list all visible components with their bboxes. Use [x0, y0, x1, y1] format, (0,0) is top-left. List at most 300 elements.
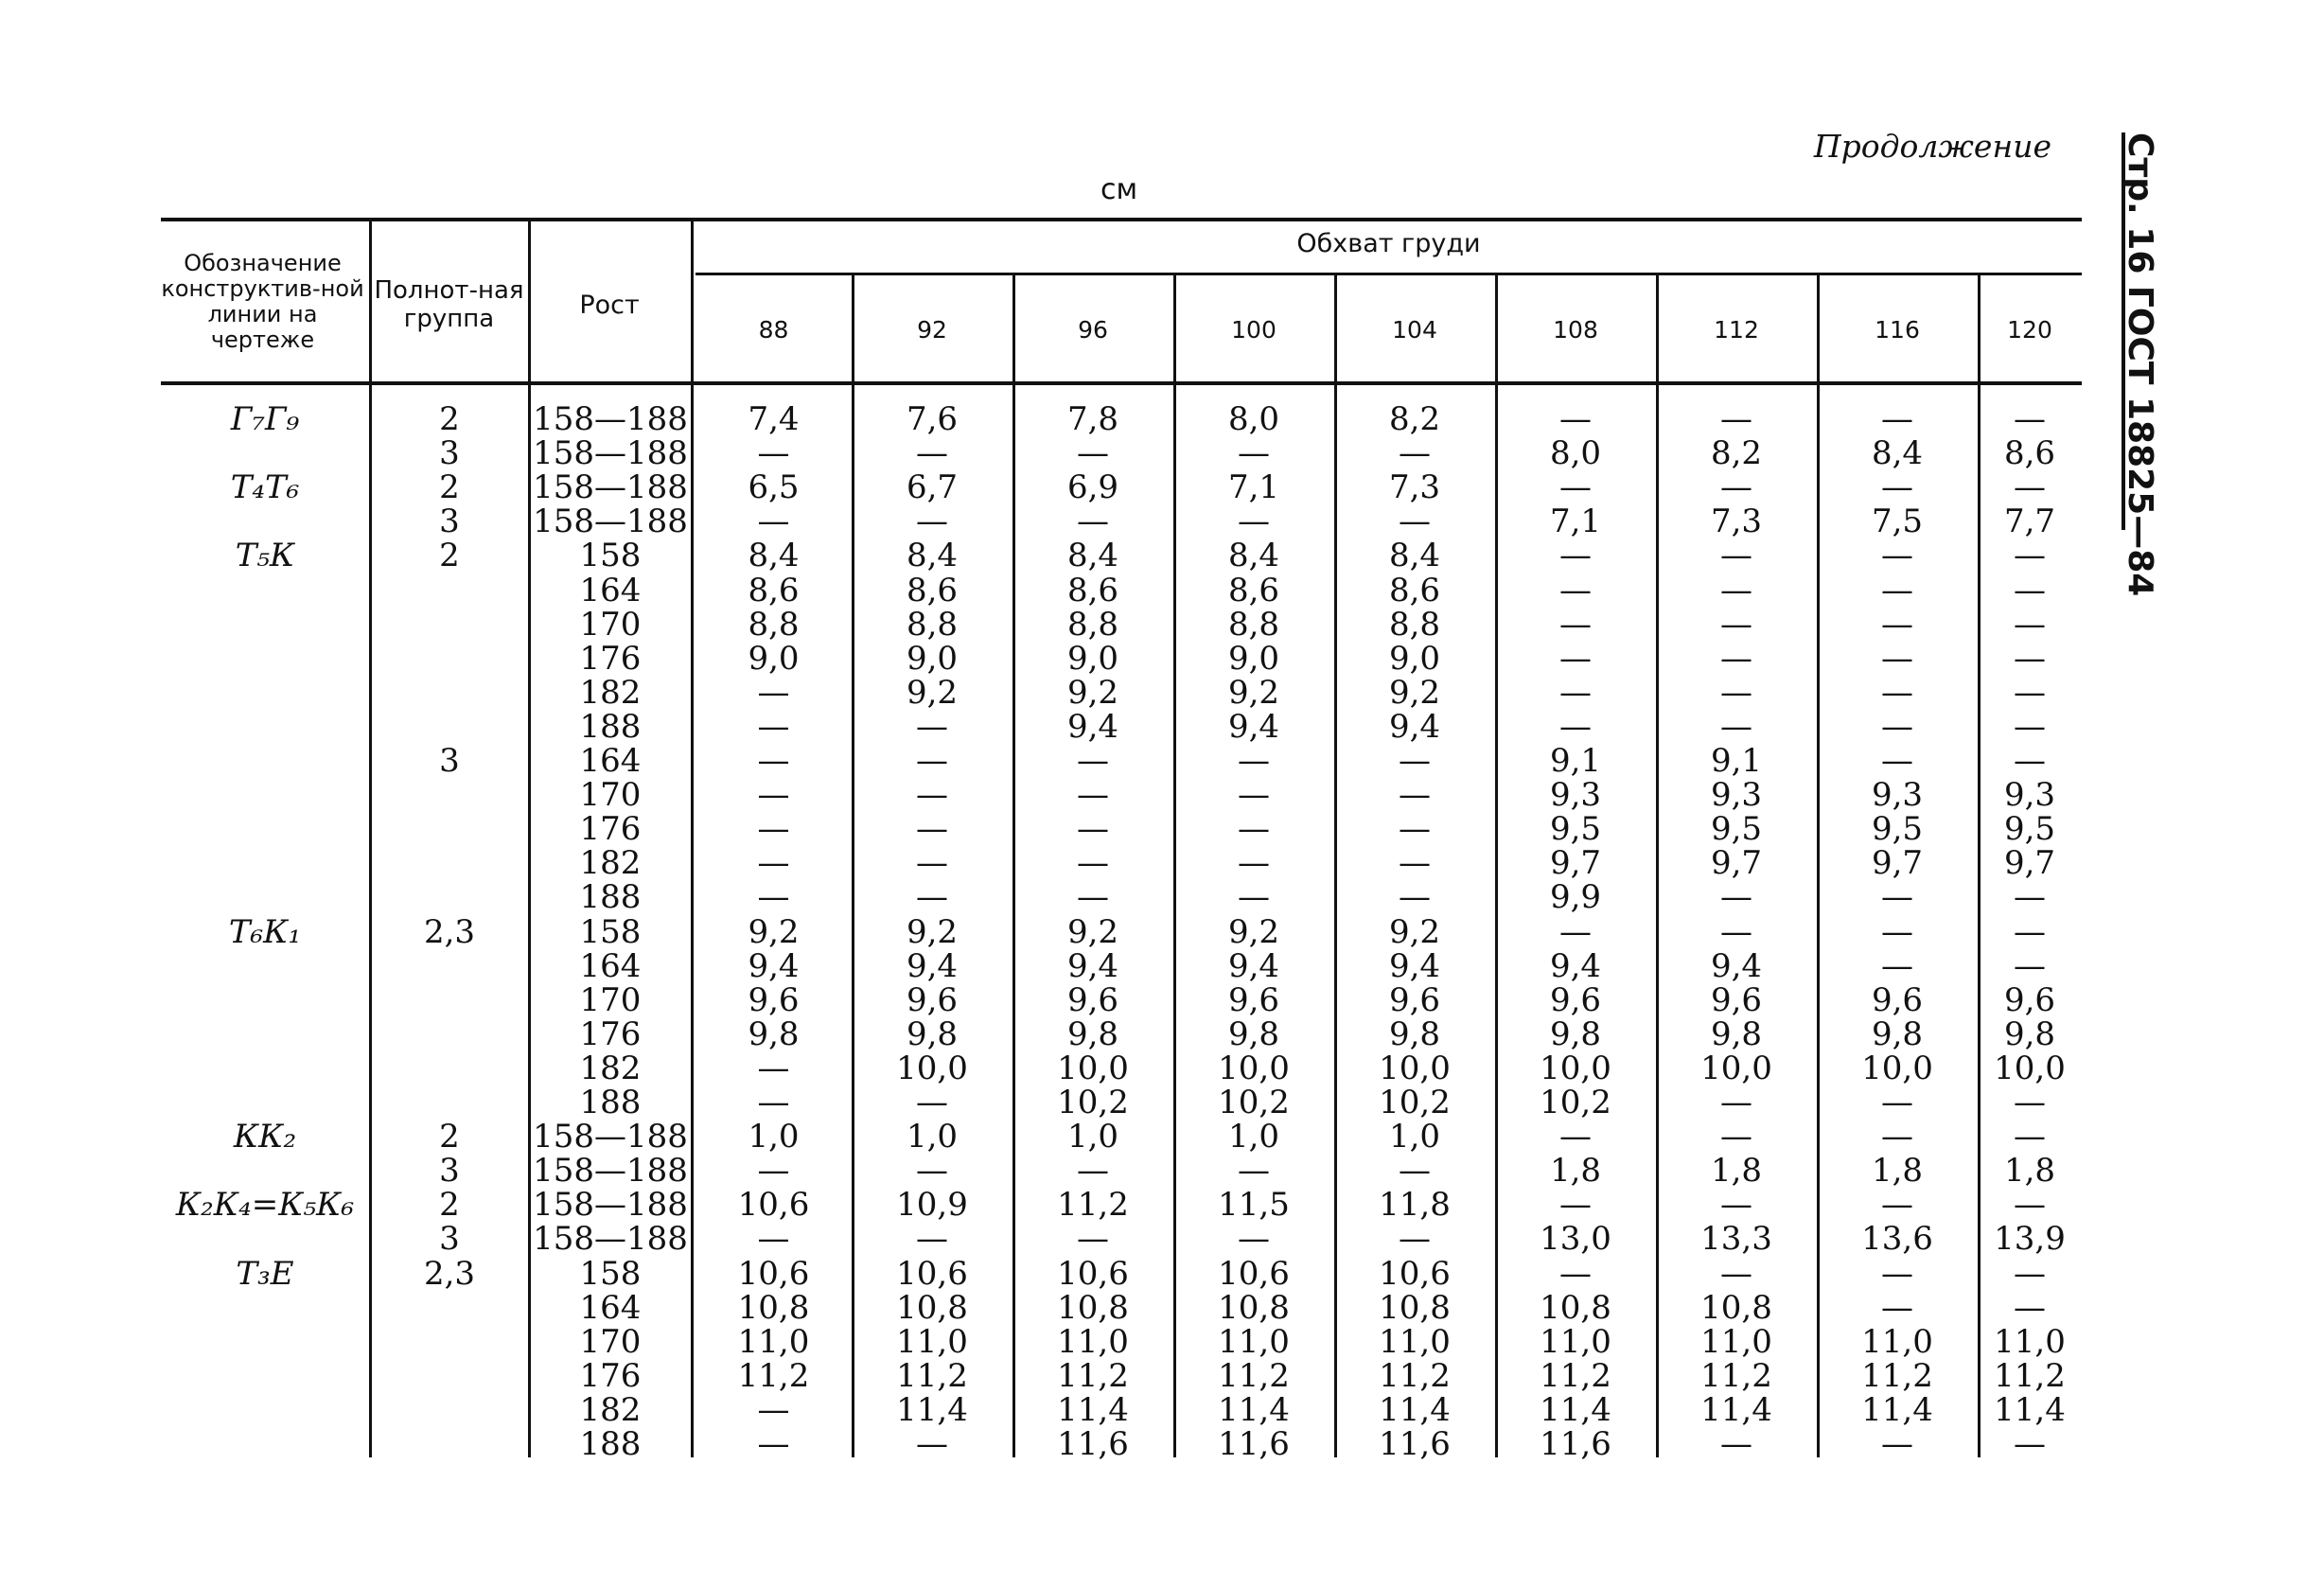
value-cell: — [2014, 571, 2046, 609]
value-cell: — [2014, 673, 2046, 712]
height-cell: 188 [579, 707, 642, 746]
value-cell: 10,0 [1700, 1049, 1772, 1087]
value-cell: 11,4 [1057, 1390, 1129, 1429]
chest-size-header: 116 [1875, 316, 1920, 344]
value-cell: 11,0 [1218, 1322, 1290, 1361]
table-row [0, 1186, 2082, 1225]
height-cell: 176 [579, 639, 642, 678]
value-cell: 10,6 [1218, 1254, 1290, 1293]
fullness-group-cell: 3 [439, 1220, 460, 1259]
value-cell: 9,6 [1227, 980, 1280, 1019]
value-cell: — [1881, 1084, 1913, 1121]
value-cell: 11,2 [1379, 1356, 1451, 1395]
value-cell: — [1881, 1425, 1913, 1463]
line-designation-cell: К₂К₄=К₅К₆ [175, 1186, 355, 1225]
value-cell: — [2014, 912, 2046, 951]
value-cell: — [1077, 742, 1109, 780]
table-row [0, 1254, 2082, 1293]
value-cell: — [2014, 1425, 2046, 1463]
value-cell: 7,1 [1227, 468, 1280, 507]
value-cell: 1,8 [1549, 1152, 1602, 1191]
fullness-group-cell: 3 [439, 503, 460, 541]
value-cell: — [2014, 878, 2046, 917]
value-cell: 1,8 [1871, 1152, 1924, 1191]
value-cell: — [916, 810, 948, 849]
fullness-group-cell: 2 [439, 400, 460, 438]
value-cell: — [1720, 912, 1752, 951]
value-cell: 9,7 [1871, 844, 1924, 883]
value-cell: — [757, 844, 790, 883]
value-cell: 10,0 [1861, 1049, 1933, 1087]
value-cell: 9,2 [1388, 673, 1441, 712]
value-cell: 1,8 [2003, 1152, 2056, 1191]
value-cell: — [916, 776, 948, 815]
fullness-group-cell: 2,3 [423, 1254, 476, 1293]
value-cell: 9,6 [1710, 980, 1763, 1019]
value-cell: 9,8 [1388, 1015, 1441, 1053]
line-designation-cell [161, 1325, 369, 1359]
value-cell: 8,2 [1710, 434, 1763, 473]
value-cell: 9,2 [1066, 912, 1119, 951]
height-cell: 170 [579, 776, 642, 815]
fullness-group-cell [371, 1393, 528, 1427]
line-designation-cell [161, 846, 369, 880]
value-cell: 8,6 [1227, 571, 1280, 609]
height-cell: 158—188 [533, 468, 688, 507]
value-cell: — [1881, 673, 1913, 712]
header-designation: Обозначение конструктив-ной линии на чертеже [161, 250, 364, 353]
value-cell: 11,0 [1540, 1322, 1611, 1361]
value-cell: 9,8 [1549, 1015, 1602, 1053]
value-cell: 11,8 [1379, 1186, 1451, 1225]
value-cell: 8,6 [2003, 434, 2056, 473]
line-designation-cell: Т₆К₁ [228, 912, 302, 951]
value-cell: 8,4 [906, 537, 959, 575]
height-cell: 158—188 [533, 434, 688, 473]
fullness-group-cell [371, 812, 528, 846]
value-cell: 10,8 [1700, 1288, 1772, 1327]
value-cell: — [1077, 810, 1109, 849]
line-designation-cell [161, 880, 369, 914]
value-cell: — [1559, 537, 1592, 575]
value-cell: — [916, 707, 948, 746]
value-cell: 6,9 [1066, 468, 1119, 507]
value-cell: 8,4 [1871, 434, 1924, 473]
value-cell: — [916, 1220, 948, 1259]
value-cell: — [1399, 503, 1431, 541]
fullness-group-cell [371, 1017, 528, 1051]
value-cell: — [757, 1084, 790, 1121]
value-cell: 9,8 [1710, 1015, 1763, 1053]
value-cell: 10,6 [896, 1254, 968, 1293]
value-cell: — [757, 1152, 790, 1191]
value-cell: — [1559, 1118, 1592, 1156]
height-cell: 164 [579, 742, 642, 780]
value-cell: — [1881, 707, 1913, 746]
value-cell: — [1881, 468, 1913, 507]
chest-size-header: 108 [1553, 316, 1598, 344]
fullness-group-cell: 2 [439, 1118, 460, 1156]
line-designation-cell [161, 504, 369, 538]
value-cell: 11,2 [1057, 1356, 1129, 1395]
fullness-group-cell [371, 778, 528, 812]
height-cell: 176 [579, 810, 642, 849]
value-cell: — [1399, 878, 1431, 917]
value-cell: 10,2 [1218, 1084, 1290, 1121]
value-cell: 9,0 [1066, 639, 1119, 678]
value-cell: 9,6 [748, 980, 800, 1019]
value-cell: 7,6 [906, 400, 959, 438]
value-cell: — [916, 742, 948, 780]
value-cell: 10,0 [1379, 1049, 1451, 1087]
table-row [0, 844, 2082, 883]
value-cell: — [1238, 1220, 1270, 1259]
height-cell: 170 [579, 605, 642, 644]
value-cell: — [1881, 1288, 1913, 1327]
value-cell: — [1720, 673, 1752, 712]
table-row [0, 1051, 2082, 1085]
value-cell: 9,5 [1871, 810, 1924, 849]
value-cell: — [1077, 503, 1109, 541]
fullness-group-cell [371, 1359, 528, 1393]
value-cell: — [757, 776, 790, 815]
table-row [0, 744, 2082, 778]
value-cell: — [1238, 742, 1270, 780]
value-cell: 7,1 [1549, 503, 1602, 541]
value-cell: 9,2 [748, 912, 800, 951]
value-cell: 10,6 [737, 1186, 810, 1225]
value-cell: — [1881, 1186, 1913, 1225]
value-cell: 9,1 [1549, 742, 1602, 780]
value-cell: 11,6 [1057, 1425, 1129, 1463]
value-cell: 11,2 [1994, 1356, 2066, 1395]
value-cell: 13,9 [1994, 1220, 2066, 1259]
fullness-group-cell: 2 [439, 1186, 460, 1225]
table-row [0, 776, 2082, 815]
header-height: Рост [579, 291, 640, 320]
fullness-group-cell [371, 642, 528, 676]
table-row [0, 1017, 2082, 1051]
table-row [0, 980, 2082, 1019]
value-cell: — [757, 1220, 790, 1259]
table-row [0, 878, 2082, 917]
value-cell: 10,8 [896, 1288, 968, 1327]
value-cell: 11,4 [896, 1390, 968, 1429]
value-cell: 9,0 [748, 639, 800, 678]
value-cell: — [1559, 468, 1592, 507]
table-row [0, 1288, 2082, 1327]
value-cell: — [2014, 605, 2046, 644]
value-cell: 6,5 [748, 468, 800, 507]
value-cell: — [1881, 912, 1913, 951]
value-cell: — [916, 1084, 948, 1121]
fullness-group-cell [371, 1427, 528, 1461]
fullness-group-cell: 3 [439, 434, 460, 473]
value-cell: 11,2 [1861, 1356, 1933, 1395]
line-designation-cell [161, 949, 369, 983]
value-cell: 10,8 [1379, 1288, 1451, 1327]
value-cell: 9,3 [1871, 776, 1924, 815]
value-cell: 11,0 [1994, 1322, 2066, 1361]
value-cell: 9,7 [2003, 844, 2056, 883]
fullness-group-cell: 3 [439, 1152, 460, 1191]
value-cell: 10,2 [1057, 1084, 1129, 1121]
value-cell: — [2014, 400, 2046, 438]
value-cell: — [757, 1425, 790, 1463]
value-cell: — [1399, 742, 1431, 780]
table-row [0, 1085, 2082, 1120]
value-cell: 10,2 [1540, 1084, 1611, 1121]
line-designation-cell [161, 1154, 369, 1188]
value-cell: — [2014, 1084, 2046, 1121]
value-cell: — [1881, 400, 1913, 438]
height-cell: 164 [579, 1288, 642, 1327]
table-top-rule [161, 218, 2082, 221]
value-cell: 11,2 [1218, 1356, 1290, 1395]
table-row [0, 912, 2082, 951]
height-cell: 158 [579, 537, 642, 575]
value-cell: 1,0 [906, 1118, 959, 1156]
value-cell: 10,0 [1057, 1049, 1129, 1087]
value-cell: 9,6 [2003, 980, 2056, 1019]
line-designation-cell [161, 1222, 369, 1256]
table-row [0, 1120, 2082, 1154]
value-cell: — [1720, 468, 1752, 507]
value-cell: — [1077, 776, 1109, 815]
value-cell: — [1720, 605, 1752, 644]
value-cell: — [1881, 1254, 1913, 1293]
fullness-group-cell: 2 [439, 537, 460, 575]
value-cell: — [2014, 468, 2046, 507]
value-cell: — [916, 1152, 948, 1191]
value-cell: 6,7 [906, 468, 959, 507]
value-cell: 9,4 [1388, 707, 1441, 746]
value-cell: — [2014, 742, 2046, 780]
value-cell: — [1399, 434, 1431, 473]
value-cell: — [1720, 1425, 1752, 1463]
table-row [0, 673, 2082, 712]
table-row [0, 402, 2082, 436]
value-cell: — [2014, 537, 2046, 575]
height-cell: 158—188 [533, 1152, 688, 1191]
height-cell: 182 [579, 673, 642, 712]
value-cell: 9,7 [1549, 844, 1602, 883]
value-cell: 11,6 [1218, 1425, 1290, 1463]
table-row [0, 639, 2082, 678]
value-cell: 9,0 [906, 639, 959, 678]
value-cell: 11,0 [1379, 1322, 1451, 1361]
value-cell: 7,3 [1388, 468, 1441, 507]
value-cell: — [916, 434, 948, 473]
line-designation-cell [161, 1393, 369, 1427]
value-cell: — [1720, 1118, 1752, 1156]
value-cell: 9,1 [1710, 742, 1763, 780]
value-cell: — [2014, 1118, 2046, 1156]
height-cell: 176 [579, 1356, 642, 1395]
value-cell: 1,0 [1066, 1118, 1119, 1156]
value-cell: 8,8 [1066, 605, 1119, 644]
value-cell: 9,2 [906, 912, 959, 951]
table-row [0, 1322, 2082, 1361]
value-cell: 9,6 [1388, 980, 1441, 1019]
value-cell: — [2014, 1186, 2046, 1225]
value-cell: 8,6 [1066, 571, 1119, 609]
line-designation-cell: Г₇Г₉ [230, 400, 300, 438]
line-designation-cell [161, 1051, 369, 1085]
value-cell: 11,5 [1218, 1186, 1290, 1225]
fullness-group-cell [371, 1051, 528, 1085]
line-designation-cell [161, 812, 369, 846]
value-cell: 9,8 [906, 1015, 959, 1053]
line-designation-cell: Т₅К [235, 537, 295, 575]
value-cell: 9,0 [1227, 639, 1280, 678]
line-designation-cell [161, 1017, 369, 1051]
value-cell: — [757, 878, 790, 917]
value-cell: 10,8 [1218, 1288, 1290, 1327]
chest-size-header: 88 [758, 316, 789, 344]
value-cell: 9,4 [906, 946, 959, 985]
table-row [0, 434, 2082, 473]
height-cell: 158 [579, 1254, 642, 1293]
value-cell: 7,3 [1710, 503, 1763, 541]
chest-size-header: 96 [1078, 316, 1108, 344]
line-designation-cell [161, 642, 369, 676]
line-designation-cell [161, 573, 369, 608]
table-row [0, 1220, 2082, 1259]
side-header [2110, 132, 2167, 597]
value-cell: — [1077, 434, 1109, 473]
value-cell: 8,6 [748, 571, 800, 609]
value-cell: — [1559, 639, 1592, 678]
height-cell: 158 [579, 912, 642, 951]
height-cell: 188 [579, 878, 642, 917]
header-chest: Обхват груди [1296, 229, 1481, 258]
value-cell: 10,2 [1379, 1084, 1451, 1121]
value-cell: 11,4 [1218, 1390, 1290, 1429]
fullness-group-cell [371, 1085, 528, 1120]
value-cell: — [1720, 1254, 1752, 1293]
value-cell: 11,4 [1994, 1390, 2066, 1429]
value-cell: 10,0 [1994, 1049, 2066, 1087]
height-cell: 158—188 [533, 1186, 688, 1225]
line-designation-cell [161, 1427, 369, 1461]
value-cell: 11,6 [1379, 1425, 1451, 1463]
fullness-group-cell [371, 710, 528, 744]
value-cell: 13,6 [1861, 1220, 1933, 1259]
value-cell: 10,6 [1379, 1254, 1451, 1293]
value-cell: 8,0 [1227, 400, 1280, 438]
value-cell: — [1399, 844, 1431, 883]
value-cell: 10,6 [1057, 1254, 1129, 1293]
value-cell: 11,0 [896, 1322, 968, 1361]
value-cell: — [1559, 707, 1592, 746]
value-cell: — [1881, 878, 1913, 917]
table-row [0, 468, 2082, 507]
fullness-group-cell [371, 608, 528, 642]
value-cell: — [1559, 400, 1592, 438]
chest-size-header: 92 [917, 316, 947, 344]
value-cell: 9,4 [1227, 707, 1280, 746]
value-cell: — [1238, 810, 1270, 849]
value-cell: — [1559, 912, 1592, 951]
value-cell: 13,0 [1540, 1220, 1611, 1259]
value-cell: — [2014, 1254, 2046, 1293]
value-cell: — [1238, 776, 1270, 815]
value-cell: — [1720, 571, 1752, 609]
value-cell: — [1881, 571, 1913, 609]
value-cell: 8,8 [1227, 605, 1280, 644]
value-cell: — [757, 1049, 790, 1087]
value-cell: 9,2 [1227, 912, 1280, 951]
line-designation-cell [161, 1085, 369, 1120]
value-cell: 7,4 [748, 400, 800, 438]
value-cell: 9,4 [1066, 707, 1119, 746]
height-cell: 164 [579, 946, 642, 985]
fullness-group-cell: 2 [439, 468, 460, 507]
chest-size-header: 100 [1231, 316, 1276, 344]
chest-size-header: 104 [1392, 316, 1437, 344]
value-cell: — [1399, 776, 1431, 815]
value-cell: — [1881, 605, 1913, 644]
height-cell: 164 [579, 571, 642, 609]
height-cell: 188 [579, 1084, 642, 1121]
value-cell: 11,4 [1540, 1390, 1611, 1429]
value-cell: — [1559, 1254, 1592, 1293]
table-row [0, 1390, 2082, 1429]
value-cell: — [916, 878, 948, 917]
value-cell: — [1077, 1152, 1109, 1191]
value-cell: 1,0 [1227, 1118, 1280, 1156]
value-cell: 9,8 [1871, 1015, 1924, 1053]
value-cell: — [757, 673, 790, 712]
height-cell: 170 [579, 1322, 642, 1361]
value-cell: — [757, 1390, 790, 1429]
value-cell: 9,8 [748, 1015, 800, 1053]
value-cell: 9,9 [1549, 878, 1602, 917]
value-cell: 9,4 [1710, 946, 1763, 985]
table-row [0, 538, 2082, 573]
value-cell: — [1881, 742, 1913, 780]
value-cell: 9,5 [1549, 810, 1602, 849]
value-cell: 8,8 [1388, 605, 1441, 644]
value-cell: 9,4 [748, 946, 800, 985]
value-cell: 9,6 [906, 980, 959, 1019]
value-cell: — [1720, 878, 1752, 917]
height-cell: 158—188 [533, 503, 688, 541]
line-designation-cell: Т₃Е [236, 1254, 294, 1293]
value-cell: 9,4 [1388, 946, 1441, 985]
value-cell: — [757, 503, 790, 541]
value-cell: 10,0 [1218, 1049, 1290, 1087]
value-cell: — [1559, 605, 1592, 644]
value-cell: 9,6 [1549, 980, 1602, 1019]
value-cell: 10,8 [737, 1288, 810, 1327]
value-cell: — [1720, 1084, 1752, 1121]
height-cell: 158—188 [533, 1118, 688, 1156]
value-cell: 8,4 [1227, 537, 1280, 575]
value-cell: — [2014, 1288, 2046, 1327]
fullness-group-cell [371, 676, 528, 710]
table-row [0, 1152, 2082, 1191]
line-designation-cell [161, 676, 369, 710]
value-cell: 1,0 [748, 1118, 800, 1156]
value-cell: 11,2 [1057, 1186, 1129, 1225]
table-row [0, 707, 2082, 746]
value-cell: 10,9 [896, 1186, 968, 1225]
value-cell: — [1720, 1186, 1752, 1225]
value-cell: 9,4 [1549, 946, 1602, 985]
table-row [0, 573, 2082, 608]
